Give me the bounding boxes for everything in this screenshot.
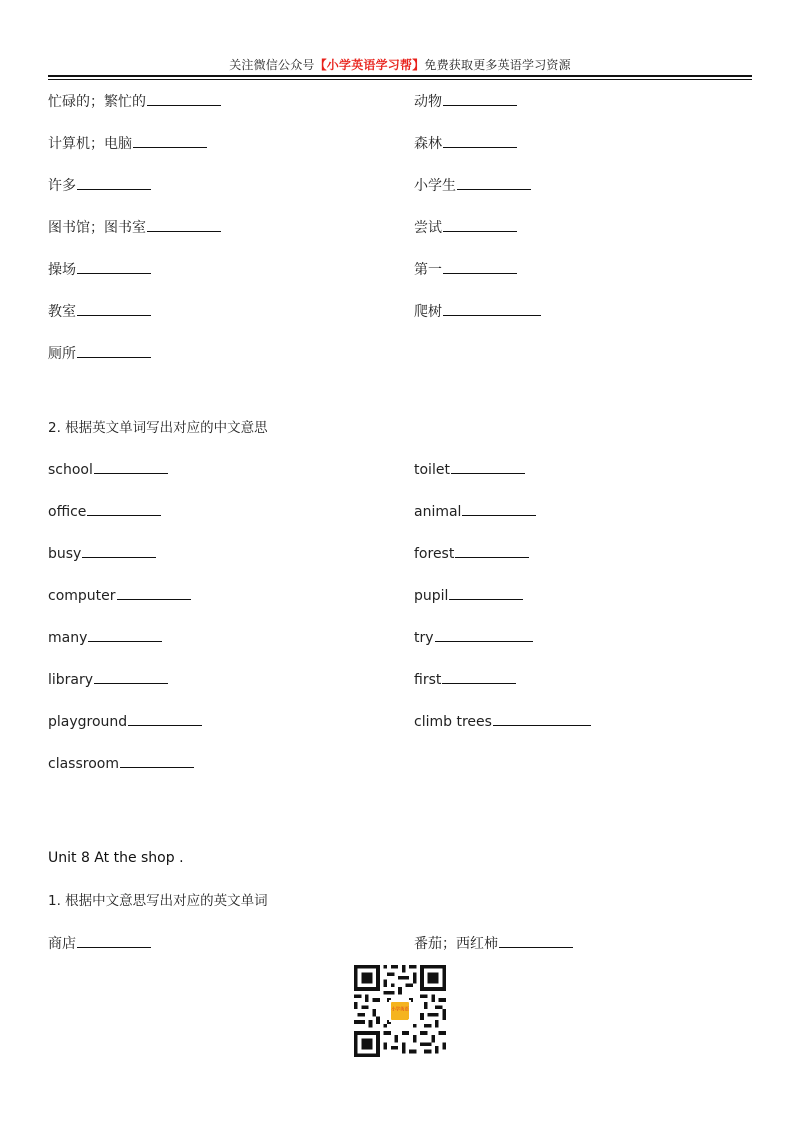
en-item: animal — [414, 502, 536, 522]
en-item: first — [414, 670, 516, 690]
answer-blank[interactable] — [443, 230, 517, 232]
answer-blank[interactable] — [94, 682, 168, 684]
en-item: busy — [48, 544, 156, 564]
en-item: climb trees — [414, 712, 591, 732]
answer-blank[interactable] — [82, 556, 156, 558]
answer-blank[interactable] — [77, 314, 151, 316]
cn-item: 第一 — [414, 260, 517, 280]
answer-blank[interactable] — [443, 314, 541, 316]
qr-logo-text: 小学英语 — [391, 1007, 409, 1013]
section2-title: 2. 根据英文单词写出对应的中文意思 — [48, 420, 268, 436]
en-item: office — [48, 502, 161, 522]
answer-blank[interactable] — [443, 272, 517, 274]
answer-blank[interactable] — [117, 598, 191, 600]
cn-item: 番茄；西红柿 — [414, 934, 573, 954]
answer-blank[interactable] — [77, 356, 151, 358]
answer-blank[interactable] — [128, 724, 202, 726]
answer-blank[interactable] — [147, 230, 221, 232]
answer-blank[interactable] — [435, 640, 533, 642]
cn-item: 动物 — [414, 92, 517, 112]
answer-blank[interactable] — [94, 472, 168, 474]
answer-blank[interactable] — [499, 946, 573, 948]
header-rule — [48, 75, 752, 77]
answer-blank[interactable] — [77, 946, 151, 948]
cn-item: 操场 — [48, 260, 151, 280]
cn-item: 商店 — [48, 934, 151, 954]
en-item: school — [48, 460, 168, 480]
cn-item: 计算机；电脑 — [48, 134, 207, 154]
answer-blank[interactable] — [120, 766, 194, 768]
cn-item: 小学生 — [414, 176, 531, 196]
cn-item: 爬树 — [414, 302, 541, 322]
answer-blank[interactable] — [87, 514, 161, 516]
header-rule-thin — [48, 79, 752, 80]
cn-item: 教室 — [48, 302, 151, 322]
answer-blank[interactable] — [88, 640, 162, 642]
answer-blank[interactable] — [449, 598, 523, 600]
cn-item: 图书馆；图书室 — [48, 218, 221, 238]
answer-blank[interactable] — [77, 272, 151, 274]
answer-blank[interactable] — [462, 514, 536, 516]
answer-blank[interactable] — [451, 472, 525, 474]
page-header — [0, 56, 800, 73]
header-highlight: 【小学英语学习帮】 — [314, 58, 425, 72]
cn-item: 尝试 — [414, 218, 517, 238]
en-item: toilet — [414, 460, 525, 480]
answer-blank[interactable] — [147, 104, 221, 106]
en-item: try — [414, 628, 533, 648]
en-item: forest — [414, 544, 529, 564]
en-item: classroom — [48, 754, 194, 774]
en-item: computer — [48, 586, 191, 606]
cn-item: 忙碌的；繁忙的 — [48, 92, 221, 112]
en-item: many — [48, 628, 162, 648]
answer-blank[interactable] — [457, 188, 531, 190]
answer-blank[interactable] — [455, 556, 529, 558]
cn-item: 许多 — [48, 176, 151, 196]
header-prefix: 关注微信公众号 — [229, 58, 315, 72]
answer-blank[interactable] — [442, 682, 516, 684]
en-item: playground — [48, 712, 202, 732]
unit8-section1-title: 1. 根据中文意思写出对应的英文单词 — [48, 893, 268, 909]
answer-blank[interactable] — [443, 104, 517, 106]
cn-item: 森林 — [414, 134, 517, 154]
answer-blank[interactable] — [443, 146, 517, 148]
answer-blank[interactable] — [493, 724, 591, 726]
answer-blank[interactable] — [133, 146, 207, 148]
qr-code — [354, 965, 446, 1057]
cn-item: 厕所 — [48, 344, 151, 364]
answer-blank[interactable] — [77, 188, 151, 190]
header-suffix: 免费获取更多英语学习资源 — [424, 58, 571, 72]
en-item: library — [48, 670, 168, 690]
en-item: pupil — [414, 586, 523, 606]
unit-title: Unit 8 At the shop . — [48, 850, 184, 866]
